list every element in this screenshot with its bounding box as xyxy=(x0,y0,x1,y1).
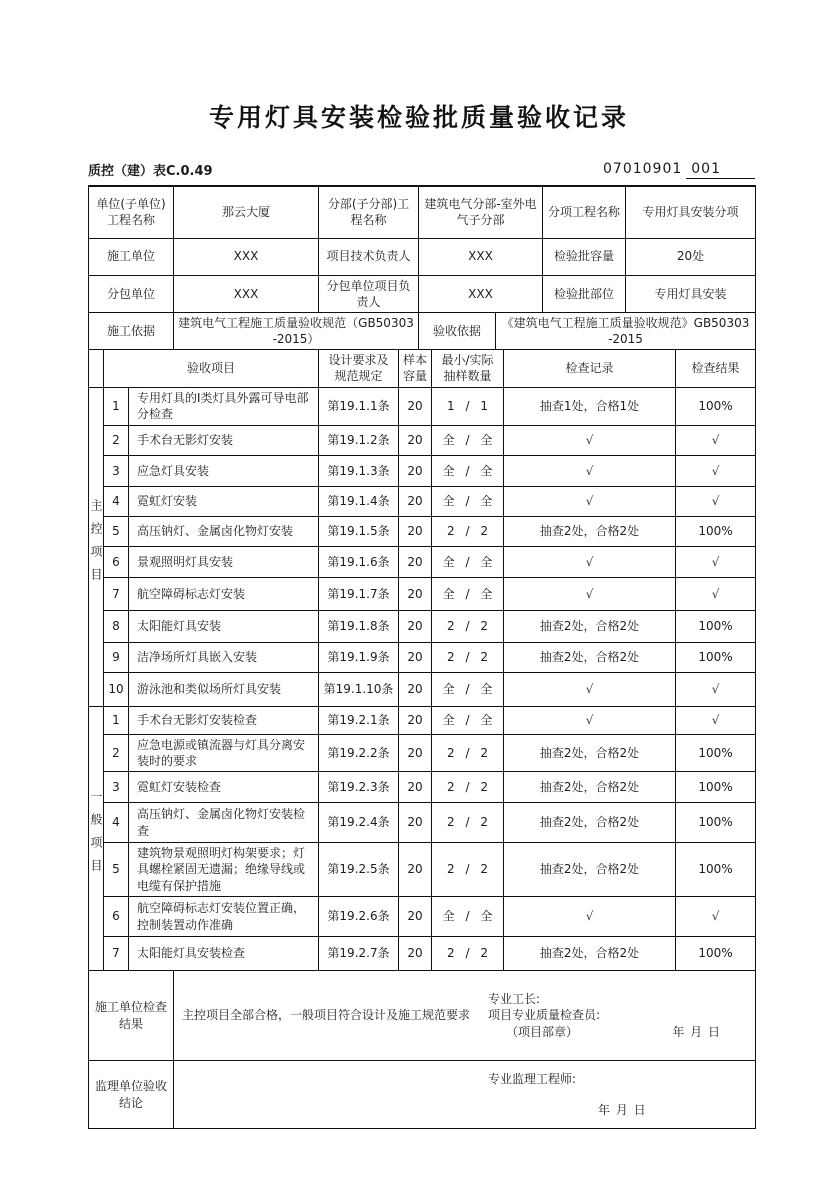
row-result: 100% xyxy=(676,516,756,546)
row-no: 5 xyxy=(104,516,129,546)
construction-check-label: 施工单位检查结果 xyxy=(89,971,174,1061)
row-result: √ xyxy=(676,897,756,937)
row-item: 高压钠灯、金属卤化物灯安装 xyxy=(129,516,319,546)
inspection-header-row xyxy=(89,350,756,387)
col-header-min-actual: 最小/实际抽样数量 xyxy=(432,350,504,387)
row-result: √ xyxy=(676,425,756,455)
doc-number-suffix: 001 xyxy=(686,161,755,179)
inspector-label: 项目专业质量检查员: xyxy=(488,1008,601,1023)
item-project-label: 分项工程名称 xyxy=(543,186,626,238)
row-item: 太阳能灯具安装检查 xyxy=(129,937,319,971)
yiban-section-label: 一般项目 xyxy=(89,706,104,970)
batch-capacity-value: 20处 xyxy=(626,238,756,275)
row-result: √ xyxy=(676,455,756,486)
row-design: 第19.1.7条 xyxy=(319,577,399,610)
row-sample: 20 xyxy=(399,516,432,546)
row-sample: 20 xyxy=(399,486,432,516)
row-result: 100% xyxy=(676,843,756,897)
table-row xyxy=(89,734,756,771)
table-row xyxy=(89,546,756,577)
doc-number-prefix: 07010901 xyxy=(603,161,683,177)
construction-conclusion: 主控项目全部合格，一般项目符合设计及施工规范要求 xyxy=(181,1008,470,1023)
row-sampling: 全 / 全 xyxy=(432,486,504,516)
page-title: 专用灯具安装检验批质量验收记录 xyxy=(208,103,629,132)
row-record: 抽查2处，合格2处 xyxy=(504,937,676,971)
table-row xyxy=(89,387,756,425)
row-no: 4 xyxy=(104,486,129,516)
row-result: √ xyxy=(676,672,756,706)
row-sample: 20 xyxy=(399,425,432,455)
row-result: 100% xyxy=(676,610,756,642)
row-sampling: 2 / 2 xyxy=(432,734,504,771)
row-item: 霓虹灯安装 xyxy=(129,486,319,516)
construction-basis-value: 建筑电气工程施工质量验收规范（GB50303-2015） xyxy=(174,312,419,349)
batch-location-value: 专用灯具安装 xyxy=(626,275,756,312)
row-sample: 20 xyxy=(399,610,432,642)
row-sampling: 2 / 2 xyxy=(432,516,504,546)
unit-project-label: 单位(子单位)工程名称 xyxy=(89,186,174,238)
row-item: 手术台无影灯安装 xyxy=(129,425,319,455)
row-sampling: 全 / 全 xyxy=(432,897,504,937)
row-sample: 20 xyxy=(399,577,432,610)
row-design: 第19.1.9条 xyxy=(319,642,399,672)
acceptance-basis-label: 验收依据 xyxy=(419,312,496,349)
row-sampling: 2 / 2 xyxy=(432,642,504,672)
row-item: 航空障碍标志灯安装 xyxy=(129,577,319,610)
construction-date: 年 月 日 xyxy=(672,1024,721,1039)
table-row xyxy=(89,455,756,486)
row-item: 太阳能灯具安装 xyxy=(129,610,319,642)
col-header-item: 验收项目 xyxy=(104,350,319,387)
row-sampling: 全 / 全 xyxy=(432,425,504,455)
row-no: 7 xyxy=(104,937,129,971)
row-record: √ xyxy=(504,486,676,516)
row-result: √ xyxy=(676,486,756,516)
row-result: √ xyxy=(676,546,756,577)
row-no: 1 xyxy=(104,706,129,734)
table-row xyxy=(89,425,756,455)
col-header-record: 检查记录 xyxy=(504,350,676,387)
row-sampling: 全 / 全 xyxy=(432,546,504,577)
sub-leader-label: 分包单位项目负责人 xyxy=(319,275,419,312)
table-row xyxy=(89,642,756,672)
inspection-table xyxy=(88,349,756,971)
project-seal-label: （项目部章） xyxy=(506,1024,579,1039)
tech-leader-value: XXX xyxy=(419,238,543,275)
row-sampling: 2 / 2 xyxy=(432,803,504,843)
table-row xyxy=(89,897,756,937)
row-design: 第19.2.2条 xyxy=(319,734,399,771)
row-item: 洁净场所灯具嵌入安装 xyxy=(129,642,319,672)
row-design: 第19.2.3条 xyxy=(319,772,399,803)
subcontractor-value: XXX xyxy=(174,275,319,312)
row-design: 第19.2.6条 xyxy=(319,897,399,937)
row-design: 第19.2.7条 xyxy=(319,937,399,971)
row-item: 建筑物景观照明灯构架要求；灯具螺栓紧固无遗漏；绝缘导线或电缆有保护措施 xyxy=(129,843,319,897)
row-result: 100% xyxy=(676,772,756,803)
basis-table xyxy=(88,312,756,350)
row-record: √ xyxy=(504,577,676,610)
row-item: 航空障碍标志灯安装位置正确，控制装置动作准确 xyxy=(129,897,319,937)
doc-number xyxy=(603,161,755,179)
row-record: 抽查2处，合格2处 xyxy=(504,610,676,642)
row-sample: 20 xyxy=(399,642,432,672)
row-no: 2 xyxy=(104,425,129,455)
table-row xyxy=(89,803,756,843)
row-record: √ xyxy=(504,706,676,734)
table-row xyxy=(89,516,756,546)
info-row-1 xyxy=(89,186,756,238)
supervision-cell xyxy=(174,1061,756,1129)
row-no: 10 xyxy=(104,672,129,706)
construction-basis-label: 施工依据 xyxy=(89,312,174,349)
table-row xyxy=(89,577,756,610)
row-result: √ xyxy=(676,706,756,734)
constructor-value: XXX xyxy=(174,238,319,275)
row-item: 高压钠灯、金属卤化物灯安装检查 xyxy=(129,803,319,843)
row-design: 第19.1.4条 xyxy=(319,486,399,516)
row-result: √ xyxy=(676,577,756,610)
constructor-label: 施工单位 xyxy=(89,238,174,275)
row-sample: 20 xyxy=(399,672,432,706)
row-sample: 20 xyxy=(399,387,432,425)
row-sample: 20 xyxy=(399,803,432,843)
row-sampling: 全 / 全 xyxy=(432,455,504,486)
signature-table xyxy=(88,970,756,1129)
row-sample: 20 xyxy=(399,772,432,803)
supervision-label: 监理单位验收结论 xyxy=(89,1061,174,1129)
row-no: 7 xyxy=(104,577,129,610)
subdivision-value: 建筑电气分部-室外电气子分部 xyxy=(419,186,543,238)
col-header-result: 检查结果 xyxy=(676,350,756,387)
item-project-value: 专用灯具安装分项 xyxy=(626,186,756,238)
col-header-sample: 样本容量 xyxy=(399,350,432,387)
row-sampling: 全 / 全 xyxy=(432,706,504,734)
row-sampling: 2 / 2 xyxy=(432,610,504,642)
table-row xyxy=(89,937,756,971)
row-result: 100% xyxy=(676,937,756,971)
row-result: 100% xyxy=(676,803,756,843)
row-design: 第19.2.5条 xyxy=(319,843,399,897)
row-item: 景观照明灯具安装 xyxy=(129,546,319,577)
row-record: √ xyxy=(504,672,676,706)
row-design: 第19.1.10条 xyxy=(319,672,399,706)
row-design: 第19.1.3条 xyxy=(319,455,399,486)
corner-cell xyxy=(89,350,104,387)
row-item: 应急灯具安装 xyxy=(129,455,319,486)
row-design: 第19.2.1条 xyxy=(319,706,399,734)
zhukong-section-label: 主控项目 xyxy=(89,387,104,706)
row-record: 抽查1处，合格1处 xyxy=(504,387,676,425)
table-row xyxy=(89,486,756,516)
supervising-engineer-label: 专业监理工程师: xyxy=(488,1072,577,1087)
batch-location-label: 检验批部位 xyxy=(543,275,626,312)
row-no: 5 xyxy=(104,843,129,897)
table-row xyxy=(89,772,756,803)
row-item: 专用灯具的Ⅰ类灯具外露可导电部分检查 xyxy=(129,387,319,425)
row-sample: 20 xyxy=(399,546,432,577)
row-sampling: 2 / 2 xyxy=(432,937,504,971)
row-item: 应急电源或镇流器与灯具分离安装时的要求 xyxy=(129,734,319,771)
tech-leader-label: 项目技术负责人 xyxy=(319,238,419,275)
row-record: 抽查2处，合格2处 xyxy=(504,734,676,771)
row-record: 抽查2处，合格2处 xyxy=(504,642,676,672)
row-no: 2 xyxy=(104,734,129,771)
supervision-row xyxy=(89,1061,756,1129)
meta-row xyxy=(88,160,755,179)
row-design: 第19.1.8条 xyxy=(319,610,399,642)
row-item: 手术台无影灯安装检查 xyxy=(129,706,319,734)
row-result: 100% xyxy=(676,387,756,425)
row-item: 游泳池和类似场所灯具安装 xyxy=(129,672,319,706)
row-sample: 20 xyxy=(399,734,432,771)
table-row xyxy=(89,610,756,642)
table-row xyxy=(89,672,756,706)
row-sample: 20 xyxy=(399,897,432,937)
row-design: 第19.1.1条 xyxy=(319,387,399,425)
row-sample: 20 xyxy=(399,706,432,734)
row-record: 抽查2处，合格2处 xyxy=(504,843,676,897)
project-info-table xyxy=(88,185,756,313)
row-no: 4 xyxy=(104,803,129,843)
sub-leader-value: XXX xyxy=(419,275,543,312)
row-record: 抽查2处，合格2处 xyxy=(504,803,676,843)
acceptance-basis-value: 《建筑电气工程施工质量验收规范》GB50303-2015 xyxy=(496,312,756,349)
construction-check-row xyxy=(89,971,756,1061)
subcontractor-label: 分包单位 xyxy=(89,275,174,312)
col-header-design: 设计要求及规范规定 xyxy=(319,350,399,387)
row-sampling: 2 / 2 xyxy=(432,843,504,897)
row-no: 6 xyxy=(104,546,129,577)
row-design: 第19.1.6条 xyxy=(319,546,399,577)
row-sampling: 全 / 全 xyxy=(432,577,504,610)
batch-capacity-label: 检验批容量 xyxy=(543,238,626,275)
row-no: 9 xyxy=(104,642,129,672)
row-sampling: 全 / 全 xyxy=(432,672,504,706)
row-sample: 20 xyxy=(399,937,432,971)
table-row xyxy=(89,843,756,897)
unit-project-value: 那云大厦 xyxy=(174,186,319,238)
row-sampling: 2 / 2 xyxy=(432,772,504,803)
row-no: 8 xyxy=(104,610,129,642)
row-result: 100% xyxy=(676,642,756,672)
row-result: 100% xyxy=(676,734,756,771)
row-sample: 20 xyxy=(399,843,432,897)
row-design: 第19.2.4条 xyxy=(319,803,399,843)
row-record: √ xyxy=(504,546,676,577)
row-no: 3 xyxy=(104,455,129,486)
info-row-3 xyxy=(89,275,756,312)
row-sampling: 1 / 1 xyxy=(432,387,504,425)
row-item: 霓虹灯安装检查 xyxy=(129,772,319,803)
row-record: √ xyxy=(504,897,676,937)
row-record: 抽查2处，合格2处 xyxy=(504,516,676,546)
row-design: 第19.1.2条 xyxy=(319,425,399,455)
table-row xyxy=(89,706,756,734)
basis-row xyxy=(89,312,756,349)
row-record: √ xyxy=(504,455,676,486)
form-code: 质控（建）表C.0.49 xyxy=(88,164,213,179)
row-record: 抽查2处，合格2处 xyxy=(504,772,676,803)
row-no: 1 xyxy=(104,387,129,425)
row-record: √ xyxy=(504,425,676,455)
foreman-label: 专业工长: xyxy=(488,992,541,1007)
row-design: 第19.1.5条 xyxy=(319,516,399,546)
subdivision-label: 分部(子分部)工程名称 xyxy=(319,186,419,238)
info-row-2 xyxy=(89,238,756,275)
row-sample: 20 xyxy=(399,455,432,486)
row-no: 6 xyxy=(104,897,129,937)
row-no: 3 xyxy=(104,772,129,803)
construction-check-cell xyxy=(174,971,756,1061)
supervision-date: 年 月 日 xyxy=(598,1102,647,1117)
